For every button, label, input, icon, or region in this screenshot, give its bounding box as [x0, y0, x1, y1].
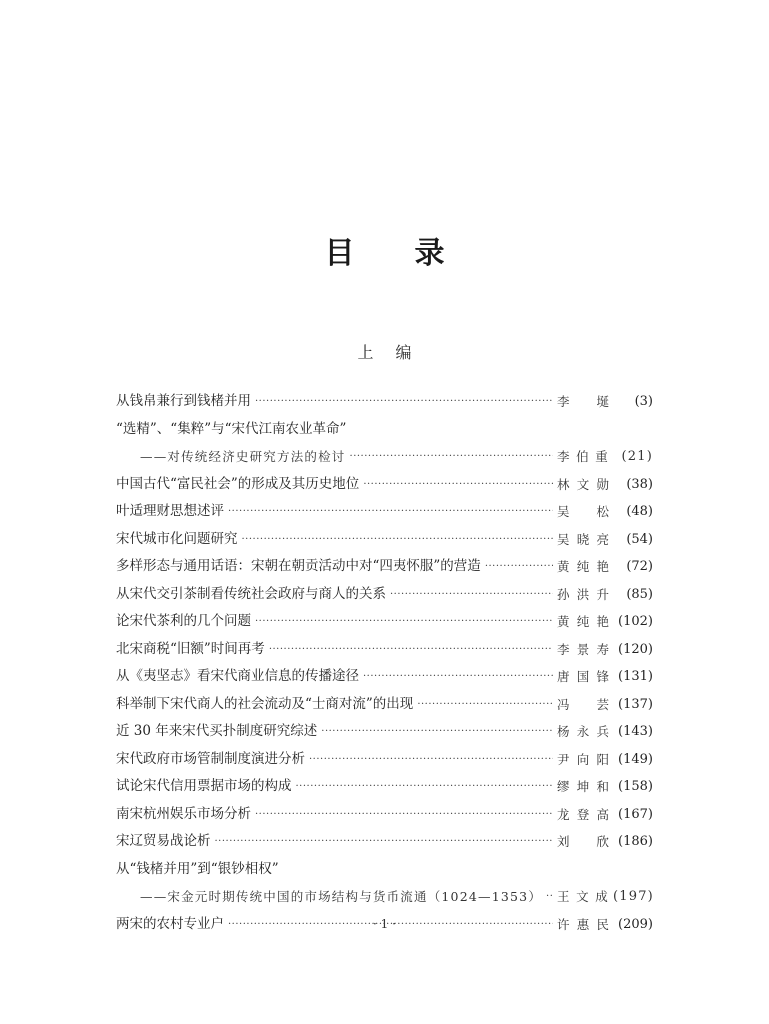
toc-entry-author: 冯 芸 — [557, 696, 609, 712]
toc-entry[interactable] — [116, 718, 653, 746]
toc-entry-title: ——宋金元时期传统中国的市场结构与货币流通（1024—1353） — [140, 889, 543, 904]
dot-leader — [242, 526, 554, 554]
dot-leader — [485, 553, 553, 581]
toc-entry[interactable] — [116, 443, 653, 471]
page-number: · 1 · — [373, 917, 396, 931]
toc-entry-author: 李伯重 — [557, 449, 609, 464]
dot-leader — [390, 581, 553, 609]
toc-entry-title: 论宋代茶利的几个问题 — [116, 613, 251, 629]
toc-entry-page: (38) — [626, 476, 653, 492]
toc-entry-page: (197) — [613, 889, 654, 904]
toc-entry[interactable] — [116, 526, 653, 554]
toc-entry-page: (167) — [618, 806, 653, 822]
toc-entry[interactable] — [116, 856, 653, 884]
toc-entry[interactable] — [116, 498, 653, 526]
dot-leader — [296, 773, 554, 801]
toc-entry-title: 北宋商税“旧额”时间再考 — [116, 640, 265, 657]
toc-entry[interactable] — [116, 416, 653, 444]
toc-entry-author: 龙登高 — [557, 806, 609, 822]
dot-leader — [363, 663, 553, 691]
toc-entry-page: (209) — [618, 916, 653, 932]
toc-entry-page: (137) — [618, 696, 653, 712]
toc-entry-page: (21) — [621, 449, 653, 464]
toc-entry-title: 科举制下宋代商人的社会流动及“士商对流”的出现 — [116, 695, 414, 712]
toc-entry[interactable] — [116, 553, 653, 581]
toc-entry-title: 两宋的农村专业户 — [116, 915, 224, 932]
dot-leader — [417, 691, 553, 719]
toc-entry-author: 唐国锋 — [557, 669, 609, 684]
dot-leader — [350, 416, 553, 444]
toc-entry-title: 试论宋代信用票据市场的构成 — [116, 778, 292, 794]
toc-entry-page: (102) — [618, 614, 653, 629]
toc-entry-author: 刘 欣 — [557, 834, 609, 849]
toc-entry[interactable] — [116, 883, 653, 911]
toc-entry-title: 叶适理财思想述评 — [116, 503, 224, 519]
toc-entry-page: (85) — [626, 586, 653, 602]
toc-entry-author: 李 埏 — [557, 394, 609, 409]
toc-entry-title: 近 30 年来宋代买扑制度研究综述 — [116, 723, 318, 739]
toc-entry-title: 从宋代交引茶制看传统社会政府与商人的关系 — [116, 585, 386, 602]
toc-entry-page: (54) — [626, 531, 653, 547]
toc-entry-title: 南宋杭州娱乐市场分析 — [116, 805, 251, 822]
toc-entry-author: 李景寿 — [557, 641, 609, 657]
toc-entry-page: (143) — [618, 724, 653, 739]
toc-entry-title: “选精”、“集粹”与“宋代江南农业革命” — [116, 420, 347, 437]
toc-entry-title: 宋代政府市场管制制度演进分析 — [116, 750, 305, 767]
toc-entry[interactable] — [116, 663, 653, 691]
table-of-contents — [116, 388, 653, 938]
dot-leader — [228, 498, 553, 526]
toc-entry-author: 黄纯艳 — [557, 614, 609, 629]
toc-entry[interactable] — [116, 801, 653, 829]
dot-leader — [215, 828, 554, 856]
toc-entry-title: 宋辽贸易战论析 — [116, 833, 211, 849]
dot-leader — [546, 883, 553, 911]
dot-leader — [269, 636, 553, 664]
toc-entry-author: 吴晓亮 — [557, 531, 609, 547]
toc-entry[interactable] — [116, 581, 653, 609]
toc-entry-page: (158) — [618, 779, 653, 794]
toc-entry-page: (131) — [618, 669, 653, 684]
dot-leader — [363, 471, 553, 499]
toc-entry-page: (186) — [618, 834, 653, 849]
section-title: 上编 — [357, 343, 434, 362]
toc-entry-author: 林文勋 — [557, 476, 609, 492]
toc-entry-title: 中国古代“富民社会”的形成及其历史地位 — [116, 475, 360, 492]
toc-entry[interactable] — [116, 773, 653, 801]
toc-entry-title: 从《夷坚志》看宋代商业信息的传播途径 — [116, 668, 359, 684]
dot-leader — [255, 388, 553, 416]
toc-entry[interactable] — [116, 471, 653, 499]
toc-entry[interactable] — [116, 691, 653, 719]
toc-entry-title: 从“钱楮并用”到“银钞相权” — [116, 860, 279, 877]
toc-entry-title: 多样形态与通用话语：宋朝在朝贡活动中对“四夷怀服”的营造 — [116, 558, 481, 574]
toc-entry[interactable] — [116, 746, 653, 774]
toc-entry-title: 宋代城市化问题研究 — [116, 530, 238, 547]
toc-entry-page: (72) — [626, 559, 653, 574]
toc-entry-title: ——对传统经济史研究方法的检讨 — [140, 449, 346, 464]
toc-entry[interactable] — [116, 828, 653, 856]
dot-leader — [321, 718, 553, 746]
toc-entry-page: (149) — [618, 751, 653, 767]
dot-leader — [255, 608, 553, 636]
toc-entry-page: (120) — [618, 641, 653, 657]
toc-entry-author: 孙洪升 — [557, 586, 609, 602]
toc-entry[interactable] — [116, 636, 653, 664]
toc-entry-author: 许惠民 — [557, 916, 609, 932]
toc-entry-page: (3) — [634, 394, 653, 409]
dot-leader — [283, 856, 553, 884]
toc-entry-author: 王文成 — [557, 889, 609, 904]
toc-entry[interactable] — [116, 608, 653, 636]
dot-leader — [309, 746, 553, 774]
toc-entry-author: 吴 松 — [557, 504, 609, 519]
page-title: 目录 — [324, 236, 505, 271]
dot-leader — [255, 801, 553, 829]
toc-entry-author: 黄纯艳 — [557, 559, 609, 574]
toc-entry[interactable] — [116, 388, 653, 416]
toc-entry-author: 杨永兵 — [557, 724, 609, 739]
dot-leader — [350, 443, 553, 471]
toc-entry-author: 尹向阳 — [557, 751, 609, 767]
toc-entry-title: 从钱帛兼行到钱楮并用 — [116, 393, 251, 409]
toc-entry-author: 缪坤和 — [557, 779, 609, 794]
toc-entry-page: (48) — [626, 504, 653, 519]
